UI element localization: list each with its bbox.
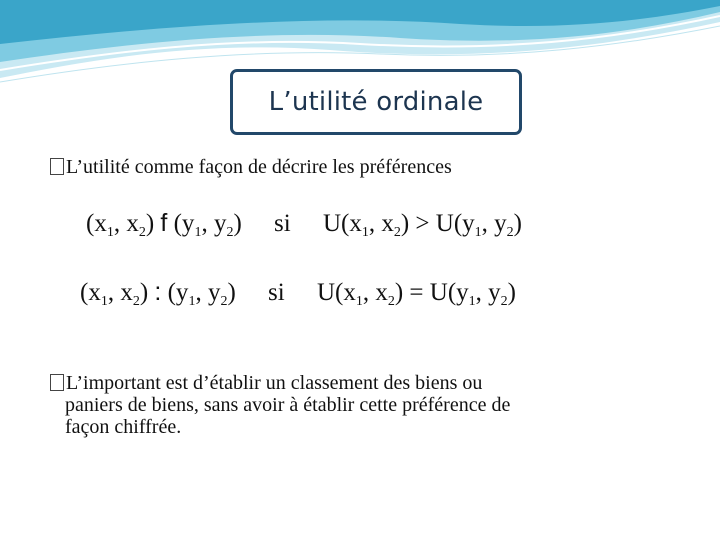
- formula-token: U(y: [435, 210, 475, 237]
- formula-subscript: 2: [138, 225, 146, 240]
- formula-token: ): [139, 279, 149, 306]
- formula-subscript: 1: [355, 294, 363, 309]
- formula-token: ): [400, 210, 410, 237]
- formula-token: (y: [173, 210, 195, 237]
- formula-token: ): [513, 210, 522, 237]
- slide-title: L’utilité ordinale: [268, 87, 484, 117]
- formula-subscript: 1: [468, 294, 476, 309]
- formula-token: U(y: [429, 279, 469, 306]
- formula-token: (y: [167, 279, 189, 306]
- formula-token: U(x: [322, 210, 362, 237]
- greater-than-operator: >: [415, 210, 430, 237]
- formula-token: , y: [481, 210, 507, 237]
- formula-subscript: 2: [387, 294, 395, 309]
- indifference-symbol: :: [154, 278, 162, 306]
- bullet-2: [50, 372, 670, 438]
- formula-token: (x: [86, 210, 107, 237]
- formula-subscript: 1: [361, 225, 369, 240]
- bullet-2-line-1: L’important est d’établir un classement des biens ou: [66, 372, 483, 394]
- formula-si: si: [268, 279, 285, 306]
- formula-token: , y: [201, 210, 227, 237]
- formula-token: ): [507, 279, 516, 306]
- formula-subscript: 2: [220, 294, 228, 309]
- formula-token: U(x: [316, 279, 356, 306]
- formula-token: ): [394, 279, 404, 306]
- formula-subscript: 1: [474, 225, 482, 240]
- formula-subscript: 2: [506, 225, 514, 240]
- bullet-2-line-2: paniers de biens, sans avoir à établir cette préférence de: [65, 394, 511, 416]
- formula-token: , x: [362, 279, 388, 306]
- formula-indifference: [80, 278, 516, 310]
- formula-subscript: 1: [188, 294, 196, 309]
- formula-token: , y: [195, 279, 221, 306]
- title-box: [230, 69, 522, 135]
- formula-strict-preference: [86, 209, 522, 241]
- formula-token: , x: [368, 210, 394, 237]
- bullet-1: [50, 156, 452, 178]
- formula-token: (x: [80, 279, 101, 306]
- formula-subscript: 1: [100, 294, 108, 309]
- equals-operator: =: [409, 279, 424, 306]
- bullet-icon: [50, 374, 64, 391]
- formula-subscript: 2: [132, 294, 140, 309]
- formula-subscript: 1: [194, 225, 202, 240]
- formula-token: , x: [113, 210, 139, 237]
- formula-token: ): [145, 210, 155, 237]
- formula-subscript: 2: [500, 294, 508, 309]
- formula-subscript: 2: [393, 225, 401, 240]
- formula-subscript: 1: [106, 225, 114, 240]
- strict-preference-symbol: f: [160, 209, 168, 237]
- formula-si: si: [274, 210, 291, 237]
- formula-subscript: 2: [226, 225, 234, 240]
- bullet-icon: [50, 158, 64, 175]
- bullet-1-text: L’utilité comme façon de décrire les préférences: [66, 156, 452, 178]
- formula-token: , x: [107, 279, 133, 306]
- formula-token: ): [233, 210, 242, 237]
- formula-token: , y: [475, 279, 501, 306]
- bullet-2-line-3: façon chiffrée.: [65, 416, 182, 438]
- formula-token: ): [227, 279, 236, 306]
